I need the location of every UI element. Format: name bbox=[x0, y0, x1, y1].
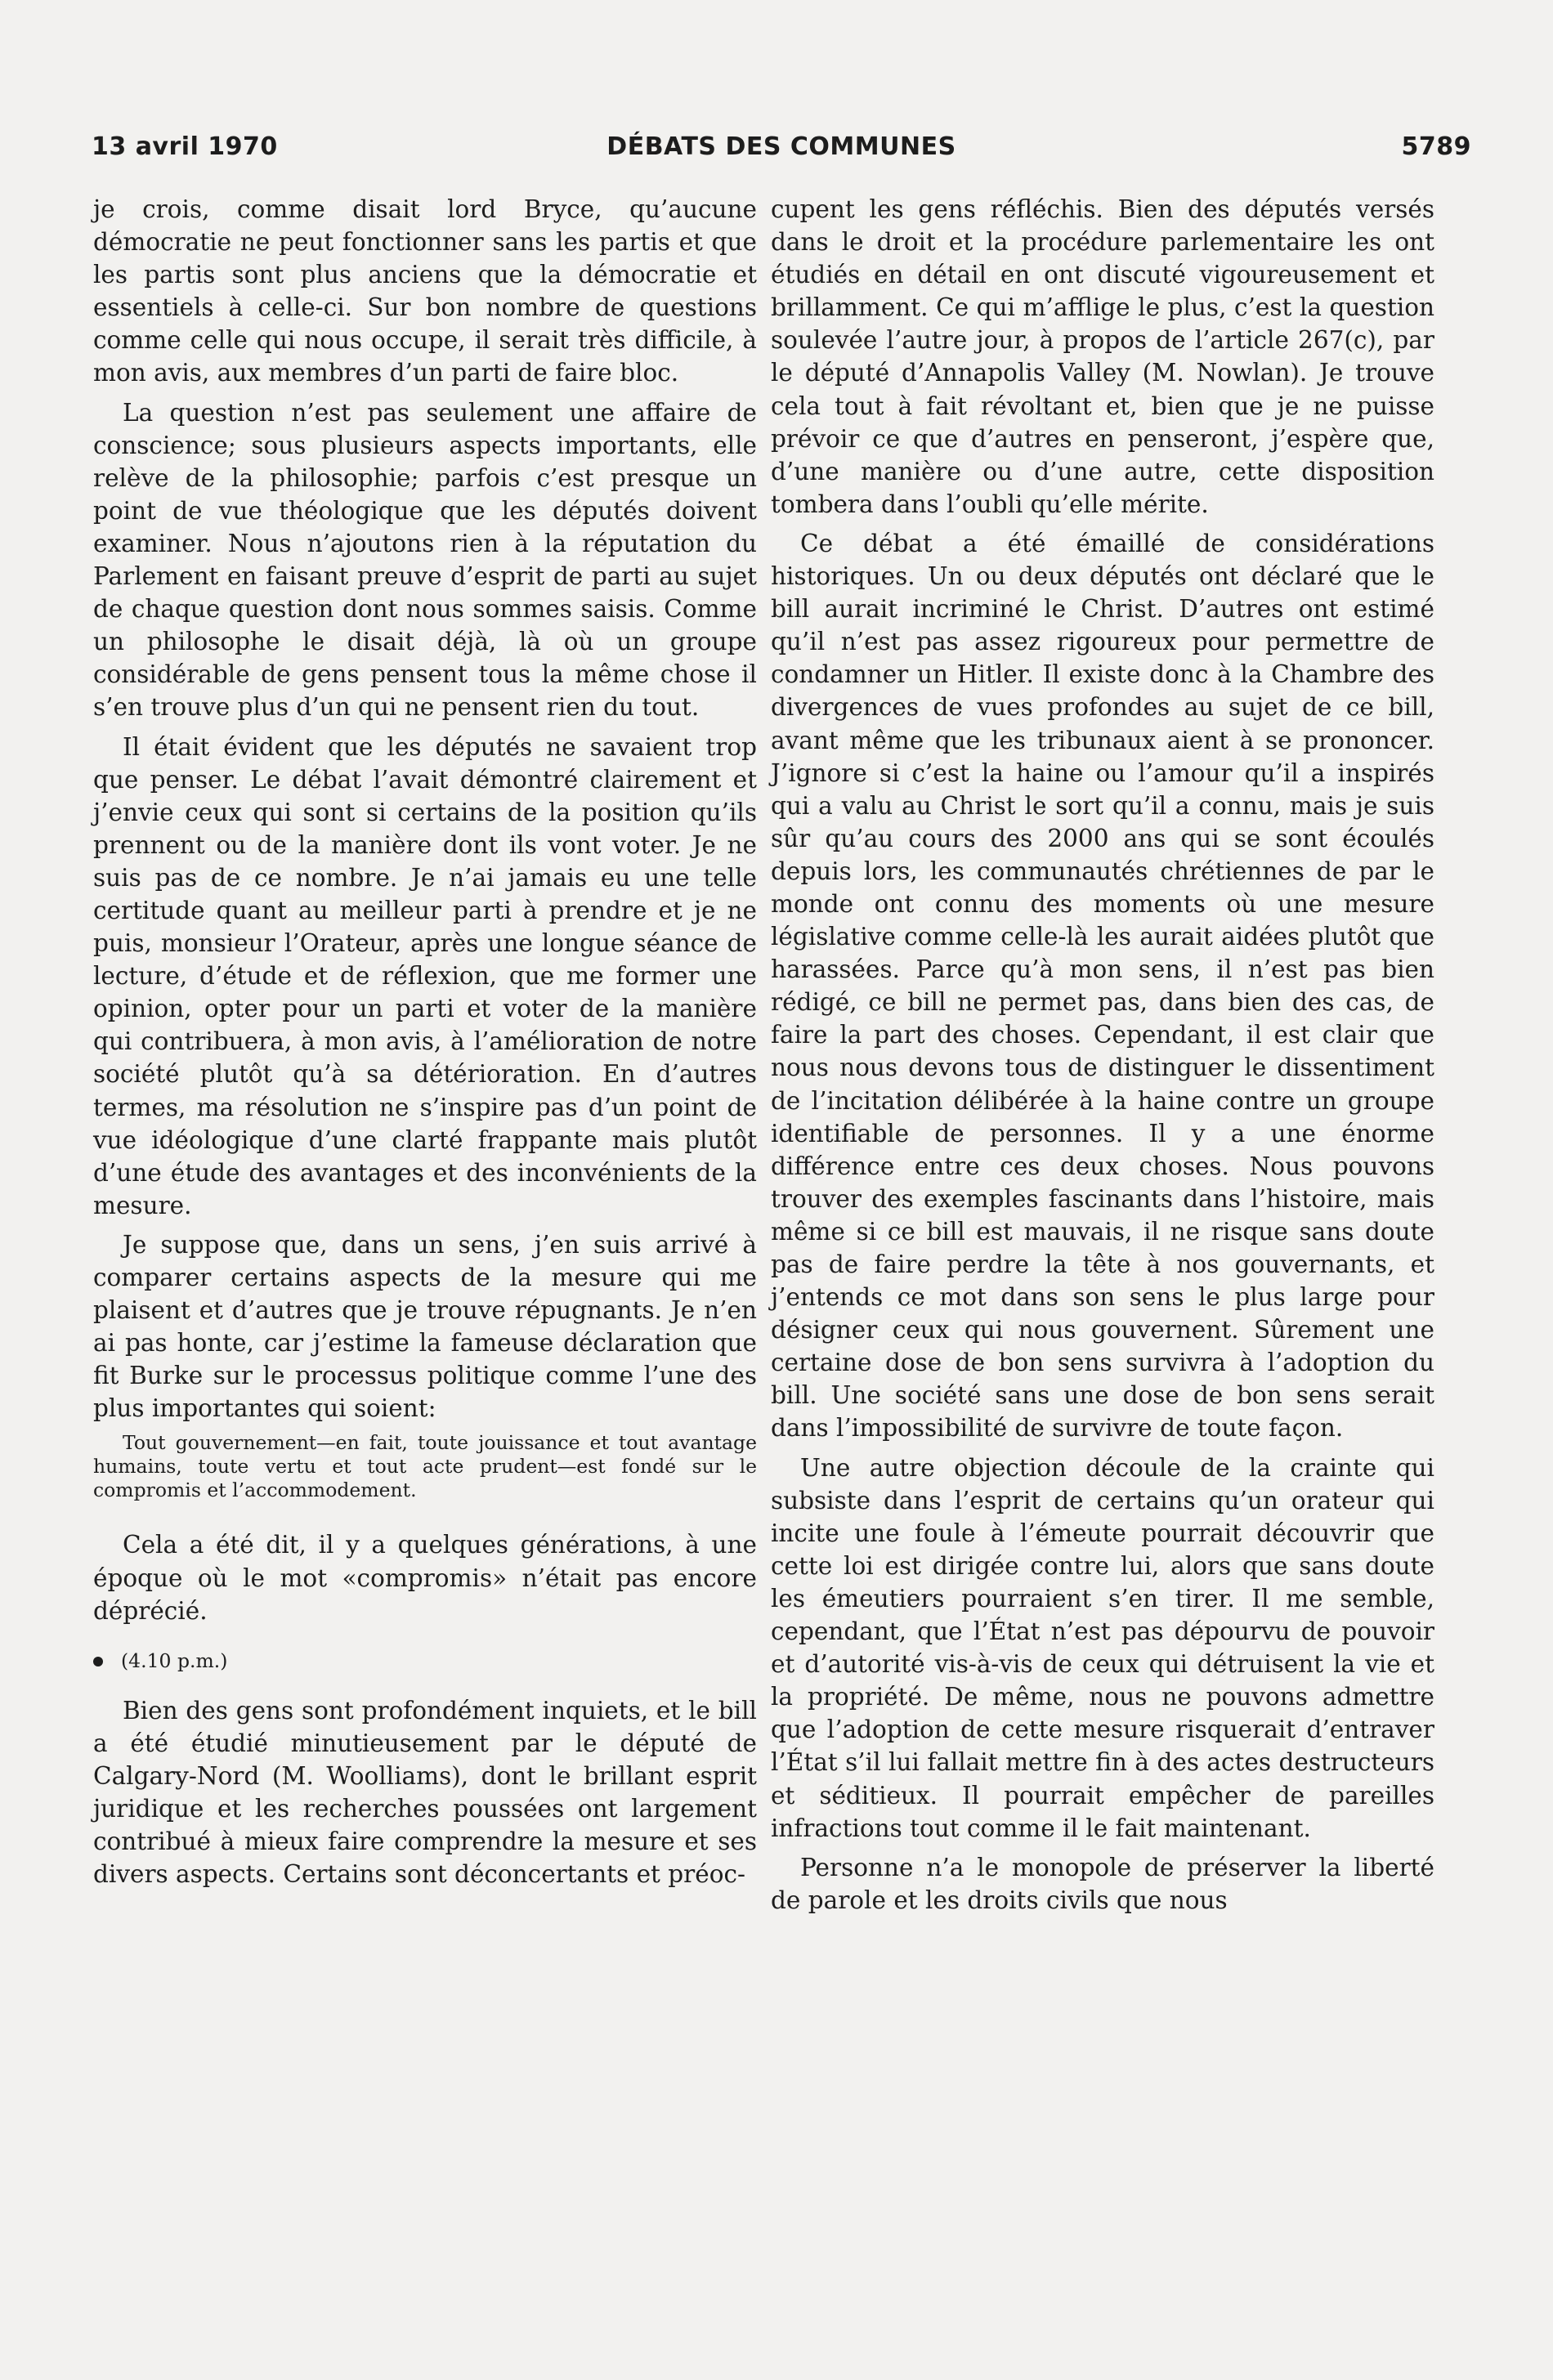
paragraph: cupent les gens réfléchis. Bien des députés versés dans le droit et la procédure parlementaire les ont étudiés en détail en ont discuté vigoureusement et brillamment. Ce qui m’afflige le plus, c’est la question soulevée l’autre jour, à propos de l’article 267(c), par le député d’Annapolis Valley (M. Nowlan). Je trouve cela tout à fait révoltant et, bien que je ne puisse prévoir ce que d’autres en penseront, j’espère que, d’une manière ou d’une autre, cette disposition tombera dans l’oubli qu’elle mérite. bbox=[771, 195, 1434, 518]
left-column bbox=[93, 193, 757, 1897]
paragraph: Ce débat a été émaillé de considérations historiques. Un ou deux députés ont déclaré que le bill aurait incriminé le Christ. D’autres ont estimé qu’il n’est pas assez rigoureux pour permettre de condamner un Hitler. Il existe donc à la Chambre des divergences de vues profondes au sujet de ce bill, avant même que les tribunaux aient à se prononcer. J’ignore si c’est la haine ou l’amour qu’il a inspirés qui a valu au Christ le sort qu’il a connu, mais je suis sûr qu’au cours des 2000 ans qui se sont écoulés depuis lors, les communautés chrétiennes de par le monde ont connu des moments où une mesure législative comme celle-là les aurait aidées plutôt que harassées. Parce qu’à mon sens, il n’est pas bien rédigé, ce bill ne permet pas, dans bien des cas, de faire la part des choses. Cependant, il est clair que nous nous devons tous de distinguer le dissentiment de l’incitation délibérée à la haine contre un groupe identifiable de personnes. Il y a une énorme différence entre ces deux choses. Nous pouvons trouver des exemples fascinants dans l’histoire, mais même si ce bill est mauvais, il ne risque sans doute pas de faire perdre la tête à nos gouvernants, et j’entends ce mot dans son sens le plus large pour désigner ceux qui nous gouvernent. Sûrement une certaine dose de bon sens survivra à l’adoption du bill. Une société sans une dose de bon sens serait dans l’impossibilité de survivre de toute façon. bbox=[771, 529, 1434, 1443]
paragraph: Il était évident que les députés ne savaient trop que penser. Le débat l’avait démontré clairement et j’envie ceux qui sont si certains de la position qu’ils prennent ou de la manière dont ils vont voter. Je ne suis pas de ce nombre. Je n’ai jamais eu une telle certitude quant au meilleur parti à prendre et je ne puis, monsieur l’Orateur, après une longue séance de lecture, d’étude et de réflexion, que me former une opinion, opter pour un parti et voter de la manière qui contribuera, à mon avis, à l’amélioration de notre société plutôt qu’à sa détérioration. En d’autres termes, ma résolution ne s’inspire pas d’un point de vue idéologique d’une clarté frappante mais plutôt d’une étude des avantages et des inconvénients de la mesure. bbox=[93, 732, 757, 1219]
time-label: (4.10 p.m.) bbox=[121, 1649, 228, 1672]
header-title: DÉBATS DES COMMUNES bbox=[606, 132, 956, 161]
paragraph: Cela a été dit, il y a quelques générations, à une époque où le mot «compromis» n’était pas encore déprécié. bbox=[93, 1531, 757, 1625]
paragraph: Personne n’a le monopole de préserver la liberté de parole et les droits civils que nous bbox=[771, 1853, 1434, 1914]
time-stamp bbox=[93, 1649, 757, 1673]
page-header bbox=[92, 132, 1471, 170]
header-page-number: 5789 bbox=[1401, 132, 1471, 161]
bullet-icon bbox=[93, 1657, 103, 1666]
paragraph: Je suppose que, dans un sens, j’en suis arrivé à comparer certains aspects de la mesure qui me plaisent et d’autres que je trouve répugnants. Je n’en ai pas honte, car j’estime la fameuse déclaration que fit Burke sur le processus politique comme l’une des plus importantes qui soient: bbox=[93, 1230, 757, 1423]
burke-quotation: Tout gouvernement—en fait, toute jouissance et tout avantage humains, toute vertu et tout acte prudent—est fondé sur le compromis et l’accommodement. bbox=[93, 1431, 757, 1502]
paragraph: je crois, comme disait lord Bryce, qu’aucune démocratie ne peut fonctionner sans les partis et que les partis sont plus anciens que la démocratie et essentiels à celle-ci. Sur bon nombre de questions comme celle qui nous occupe, il serait très difficile, à mon avis, aux membres d’un parti de faire bloc. bbox=[93, 195, 757, 387]
paragraph: Bien des gens sont profondément inquiets, et le bill a été étudié minutieusement par le député de Calgary-Nord (M. Woolliams), dont le brillant esprit juridique et les recherches poussées ont largement contribué à mieux faire comprendre la mesure et ses divers aspects. Certains sont déconcertants et préoc- bbox=[93, 1696, 757, 1889]
paragraph: Une autre objection découle de la crainte qui subsiste dans l’esprit de certains qu’un orateur qui incite une foule à l’émeute pourrait découvrir que cette loi est dirigée contre lui, alors que sans doute les émeutiers pourraient s’en tirer. Il me semble, cependant, que l’État n’est pas dépourvu de pouvoir et d’autorité vis-à-vis de ceux qui détruisent la vie et la propriété. De même, nous ne pouvons admettre que l’adoption de cette mesure risquerait d’entraver l’État s’il lui fallait mettre fin à des actes destructeurs et séditieux. Il pourrait empêcher de pareilles infractions tout comme il le fait maintenant. bbox=[771, 1453, 1434, 1842]
header-date: 13 avril 1970 bbox=[92, 132, 278, 161]
right-column bbox=[771, 193, 1434, 1923]
paragraph: La question n’est pas seulement une affaire de conscience; sous plusieurs aspects importants, elle relève de la philosophie; parfois c’est presque un point de vue théologique que les députés doivent examiner. Nous n’ajoutons rien à la réputation du Parlement en faisant preuve d’esprit de parti au sujet de chaque question dont nous sommes saisis. Comme un philosophe le disait déjà, là où un groupe considérable de gens pensent tous la même chose il s’en trouve plus d’un qui ne pensent rien du tout. bbox=[93, 398, 757, 722]
